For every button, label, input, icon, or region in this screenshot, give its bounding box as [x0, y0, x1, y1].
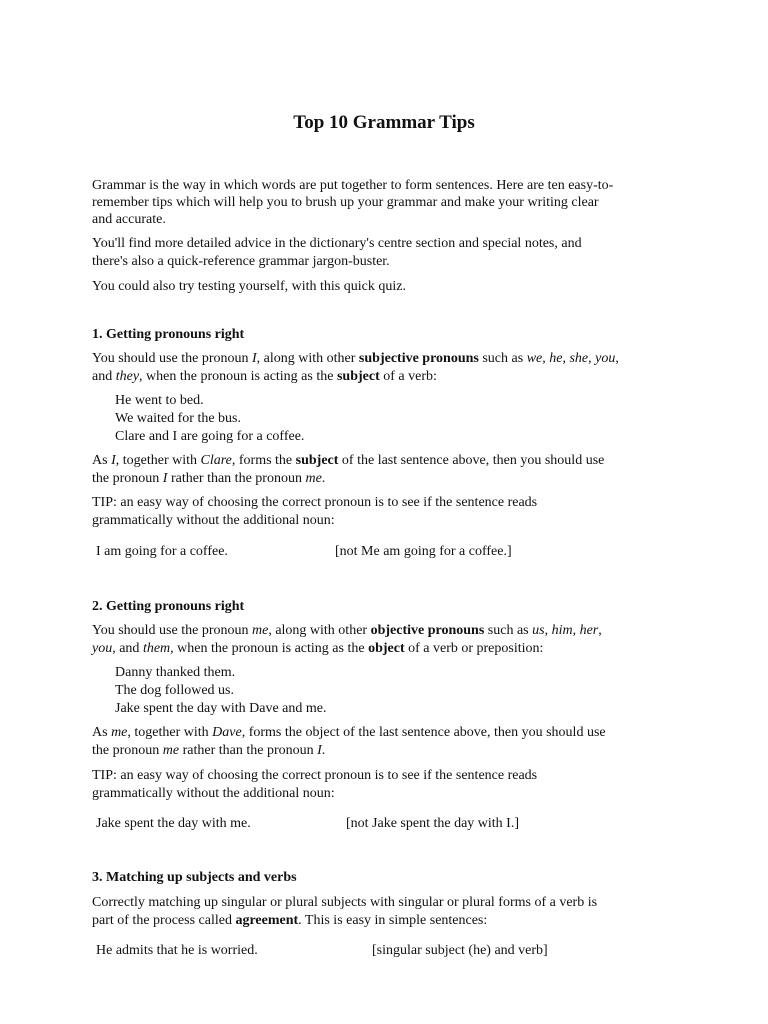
section-1-example-3: Clare and I are going for a coffee. [115, 429, 305, 444]
section-1-line-3: As I, together with Clare, forms the subject of the last sentence above, then you should use [92, 453, 605, 468]
section-2-example-correct: Jake spent the day with me. [96, 816, 251, 831]
section-2-line-4: the pronoun me rather than the pronoun I. [92, 743, 326, 758]
section-1-line-1: You should use the pronoun I, along with other subjective pronouns such as we, he, she, you, [92, 351, 619, 366]
section-1-example-1: He went to bed. [115, 393, 204, 408]
section-3-example-note: [singular subject (he) and verb] [372, 943, 548, 958]
intro-paragraph-1-line-1: Grammar is the way in which words are put together to form sentences. Here are ten easy-to- [92, 178, 614, 193]
section-3-example: He admits that he is worried. [96, 943, 258, 958]
section-1-example-2: We waited for the bus. [115, 411, 241, 426]
section-1-line-2: and they, when the pronoun is acting as the subject of a verb: [92, 369, 437, 384]
section-2-line-1: You should use the pronoun me, along with other objective pronouns such as us, him, her, [92, 623, 602, 638]
section-1-tip-line-1: TIP: an easy way of choosing the correct pronoun is to see if the sentence reads [92, 495, 538, 510]
section-1-example-correct: I am going for a coffee. [96, 544, 228, 559]
section-2-example-3: Jake spent the day with Dave and me. [115, 701, 327, 716]
section-2-heading: 2. Getting pronouns right [92, 599, 245, 614]
intro-paragraph-2-line-2: there's also a quick-reference grammar jargon-buster. [92, 254, 390, 269]
section-2-line-3: As me, together with Dave, forms the object of the last sentence above, then you should use [92, 725, 606, 740]
intro-paragraph-1-line-3: and accurate. [92, 212, 166, 227]
section-1-example-incorrect: [not Me am going for a coffee.] [335, 544, 512, 559]
section-2-tip-line-1: TIP: an easy way of choosing the correct pronoun is to see if the sentence reads [92, 768, 538, 783]
section-2-example-incorrect: [not Jake spent the day with I.] [346, 816, 520, 831]
section-2-example-1: Danny thanked them. [115, 665, 236, 680]
section-3-line-1: Correctly matching up singular or plural subjects with singular or plural forms of a verb is [92, 895, 598, 910]
section-2-line-2: you, and them, when the pronoun is acting as the object of a verb or preposition: [92, 641, 544, 656]
intro-paragraph-1-line-2: remember tips which will help you to brush up your grammar and make your writing clear [92, 195, 599, 210]
section-1-line-4: the pronoun I rather than the pronoun me. [92, 471, 326, 486]
section-1-heading: 1. Getting pronouns right [92, 327, 245, 342]
intro-paragraph-3: You could also try testing yourself, with this quick quiz. [92, 279, 406, 294]
page-title: Top 10 Grammar Tips [293, 112, 475, 133]
section-3-heading: 3. Matching up subjects and verbs [92, 870, 297, 885]
intro-paragraph-2-line-1: You'll find more detailed advice in the dictionary's centre section and special notes, and [92, 236, 582, 251]
section-2-example-2: The dog followed us. [115, 683, 234, 698]
section-1-tip-line-2: grammatically without the additional noun: [92, 513, 335, 528]
section-3-line-2: part of the process called agreement. This is easy in simple sentences: [92, 913, 488, 928]
section-2-tip-line-2: grammatically without the additional noun: [92, 786, 335, 801]
